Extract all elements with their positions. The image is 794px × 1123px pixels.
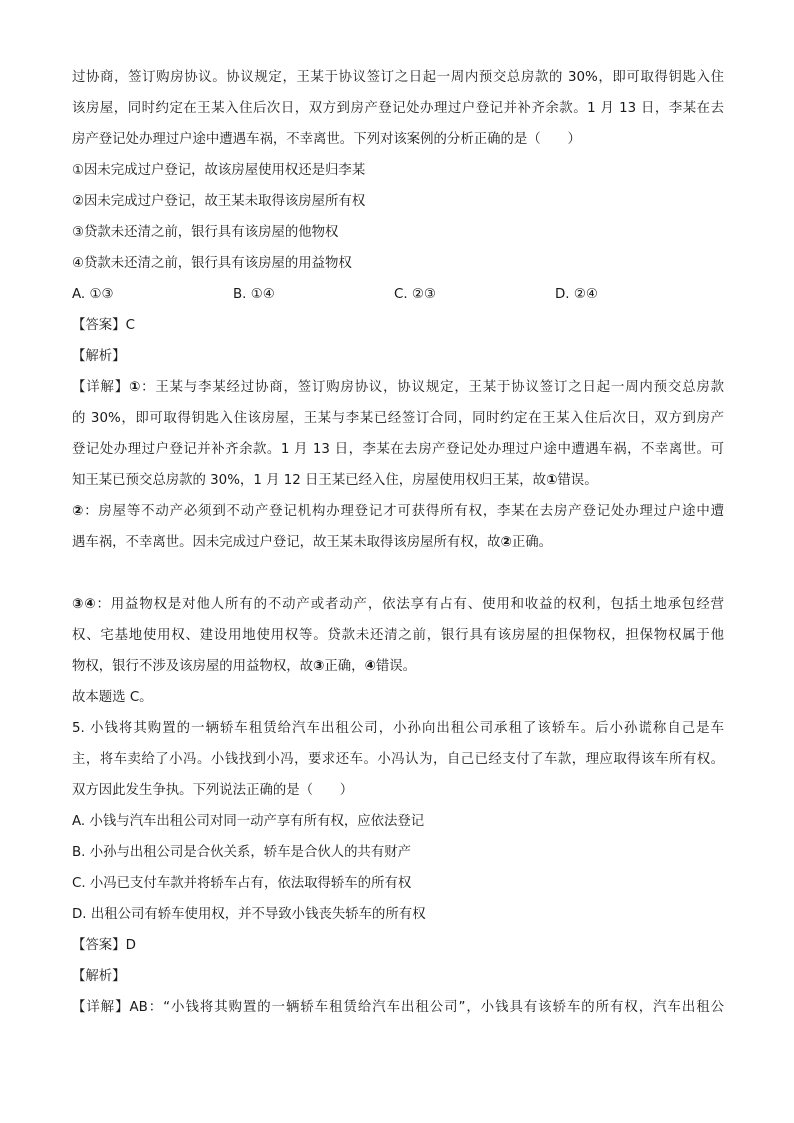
blank-line [72,558,724,589]
detail-p3-mark-2: ④ [364,659,376,674]
q4-answer [72,310,724,341]
q4-stem-line-2: 该房屋，同时约定在王某入住后次日，双方到房产登记处办理过户登记并补齐余款。1 月 13 日，李某在去 [72,101,724,116]
detail-p2-text: ：房屋等不动产必须到不动产登记机构办理登记才可获得所有权，李某在去房产登记处办理过户途中遭 [84,504,724,519]
q4-detail-p3-line-1 [72,589,724,620]
detail-label: 【详解】 [72,380,129,395]
detail-p3-lead: ③④ [72,597,97,612]
q4-detail-p1-line-1 [72,372,724,403]
detail-p2-lead: ② [72,504,85,519]
q4-detail-p2-line-2 [72,527,724,558]
document-page [72,62,724,1023]
answer-label: 【答案】 [72,938,126,953]
q5-option-d: D. 出租公司有轿车使用权，并不导致小钱丧失轿车的所有权 [72,907,426,922]
q4-statement-2: ②因未完成过户登记，故王某未取得该房屋所有权 [72,194,366,209]
detail-p2-mark: ② [500,535,512,550]
q4-option-a: A. ①③ [72,287,114,302]
q5-analysis-label: 【解析】 [72,969,126,984]
detail-p1-text: ：王某与李某经过协商，签订购房协议，协议规定，王某于协议签订之日起一周内预交总房款 [141,380,724,395]
detail-p3-mid: 正确， [324,659,365,674]
detail-p3-mark-1: ③ [313,659,325,674]
q5-answer [72,930,724,961]
q5-stem-line-3: 双方因此发生争执。下列说法正确的是（ ） [72,783,354,798]
q4-options [72,279,724,310]
q4-option-d: D. ②④ [555,287,598,302]
q4-detail-p3-line-2: 权、宅基地使用权、建设用地使用权等。贷款未还清之前，银行具有该房屋的担保物权，担保物权属于他 [72,628,724,643]
q5-detail-line-1 [72,992,724,1023]
answer-label: 【答案】 [72,318,126,333]
q4-conclusion: 故本题选 C。 [72,690,153,705]
q4-statement-3: ③贷款未还清之前，银行具有该房屋的他物权 [72,225,339,240]
detail-p3-end: 错误。 [375,659,417,674]
detail-p2-text-end: 遇车祸，不幸离世。因未完成过户登记，故王某未取得该房屋所有权，故 [72,535,501,550]
detail-text: AB：“小钱将其购置的一辆轿车租赁给汽车出租公司”，小钱具有该轿车的所有权，汽车出租公 [129,1000,724,1015]
q4-statement-1: ①因未完成过户登记，故该房屋使用权还是归李某 [72,163,366,178]
detail-p3-text: ：用益物权是对他人所有的不动产或者动产，依法享有占有、使用和收益的权利，包括土地承包经营 [96,597,724,612]
q5-stem-line-2: 主，将车卖给了小冯。小钱找到小冯，要求还车。小冯认为，自己已经支付了车款，理应取得该车所有权。 [72,752,724,767]
detail-p2-end: 正确。 [511,535,553,550]
q4-stem-line-1: 过协商，签订购房协议。协议规定，王某于协议签订之日起一周内预交总房款的 30%，即可取得钥匙入住 [72,70,724,85]
detail-p1-mark: ① [546,473,558,488]
answer-value: C [125,318,135,333]
q5-option-b: B. 小孙与出租公司是合伙关系，轿车是合伙人的共有财产 [72,845,412,860]
q4-option-c: C. ②③ [394,287,436,302]
detail-p1-lead: ① [128,380,142,395]
q4-detail-p2-line-1 [72,496,724,527]
q5-option-c: C. 小冯已支付车款并将轿车占有，依法取得轿车的所有权 [72,876,412,891]
detail-p1-end: 错误。 [557,473,598,488]
q4-detail-p3-line-3 [72,651,724,682]
q4-detail-p1-line-4 [72,465,724,496]
q4-statement-4: ④贷款未还清之前，银行具有该房屋的用益物权 [72,256,352,271]
q5-option-a: A. 小钱与汽车出租公司对同一动产享有所有权，应依法登记 [72,814,425,829]
q4-option-b: B. ①④ [233,287,275,302]
detail-label: 【详解】 [72,1000,130,1015]
detail-p3-text-end: 物权，银行不涉及该房屋的用益物权，故 [72,659,314,674]
answer-value: D [125,938,136,953]
q4-analysis-label: 【解析】 [72,349,126,364]
q5-stem-line-1: 5. 小钱将其购置的一辆轿车租赁给汽车出租公司，小孙向出租公司承租了该轿车。后小孙谎称自己是车 [72,721,724,736]
q4-detail-p1-line-3: 登记处办理过户登记并补齐余款。1 月 13 日，李某在去房产登记处办理过户途中遭遇车祸，不幸离世。可 [72,442,724,457]
detail-p1-text-end: 知王某已预交总房款的 30%，1 月 12 日王某已经入住，房屋使用权归王某，故 [72,473,547,488]
q4-detail-p1-line-2: 的 30%，即可取得钥匙入住该房屋，王某与李某已经签订合同，同时约定在王某入住后次日，双方到房产 [72,411,724,426]
q4-stem-line-3: 房产登记处办理过户途中遭遇车祸，不幸离世。下列对该案例的分析正确的是（ ） [72,132,581,147]
